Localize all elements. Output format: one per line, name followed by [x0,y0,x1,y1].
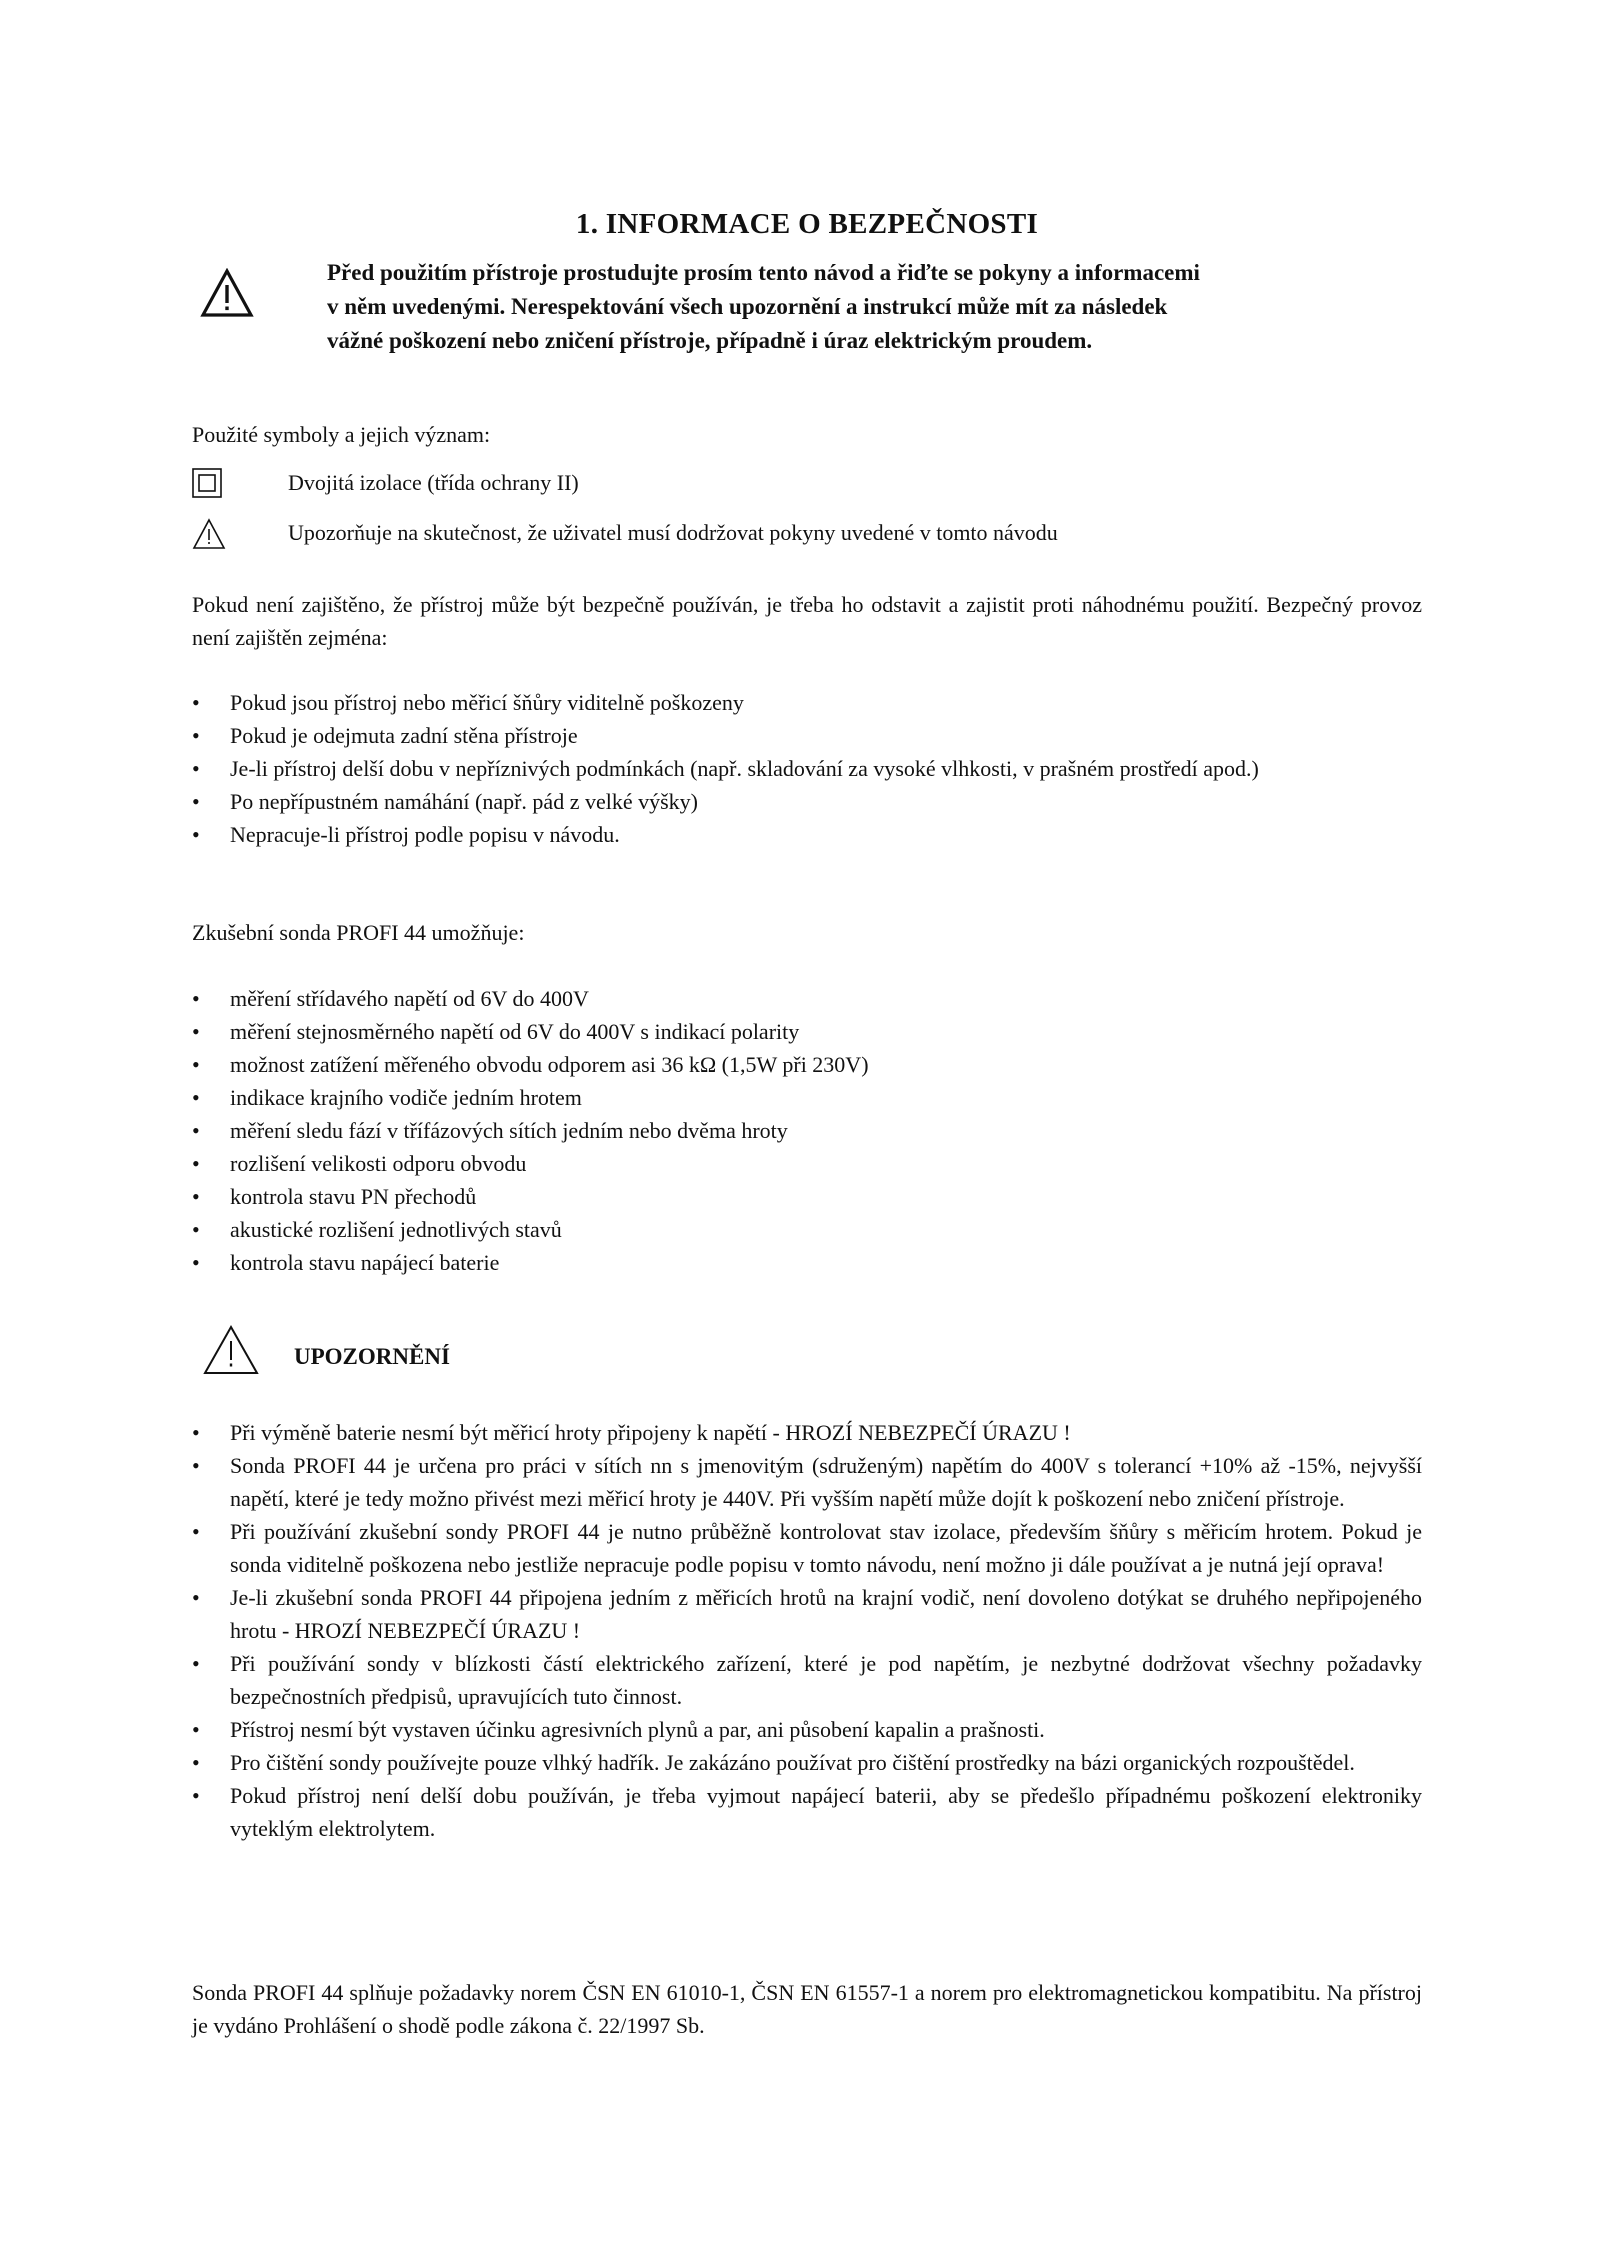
symbol-label: Dvojitá izolace (třída ochrany II) [288,470,579,495]
symbol-row-double-insulation [192,466,1422,506]
list-item: • Při používání zkušební sondy PROFI 44 je nutno průběžně kontrolovat stav izolace, především šňůry s měřicím hrotem. Pokud je sonda viditelně poškozena nebo jestliže nepracuje podle popisu v tomto návodu, není možno ji dále používat a je nutná její oprava! [192,1515,1422,1581]
list-item: • kontrola stavu PN přechodů [192,1180,1422,1213]
list-item: • měření stejnosměrného napětí od 6V do 400V s indikací polarity [192,1015,1422,1048]
warning-section-header [192,1324,1422,1384]
list-item: • měření sledu fází v třífázových sítích jedním nebo dvěma hroty [192,1114,1422,1147]
list-item: • Při výměně baterie nesmí být měřicí hroty připojeny k napětí - HROZÍ NEBEZPEČÍ ÚRAZU ! [192,1416,1422,1449]
safety-paragraph: Pokud není zajištěno, že přístroj může být bezpečně používán, je třeba ho odstavit a zajistit proti náhodnému použití. Bezpečný provoz není zajištěn zejména: [192,592,1422,650]
warning-triangle-icon [200,268,254,318]
symbol-label: Upozorňuje na skutečnost, že uživatel musí dodržovat pokyny uvedené v tomto návodu [288,520,1058,545]
intro-warning-text [327,256,1407,358]
warning-triangle-icon [202,1324,260,1376]
list-item: • akustické rozlišení jednotlivých stavů [192,1213,1422,1246]
double-square-icon [192,468,222,498]
intro-line: vážné poškození nebo zničení přístroje, případně i úraz elektrickým proudem. [327,328,1093,353]
intro-line: Před použitím přístroje prostudujte prosím tento návod a řiďte se pokyny a informacemi [327,260,1200,285]
list-item: • Sonda PROFI 44 je určena pro práci v sítích nn s jmenovitým (sdruženým) napětím do 400V s tolerancí +10% až -15%, nejvyšší napětí, které je tedy možno přivést mezi měřicí hroty je 440V. Při vyšším napětí může dojít k poškození nebo zničení přístroje. [192,1449,1422,1515]
list-item: • kontrola stavu napájecí baterie [192,1246,1422,1279]
warning-list [192,1416,1422,1845]
list-item: • rozlišení velikosti odporu obvodu [192,1147,1422,1180]
symbols-heading: Použité symboly a jejich význam: [192,422,491,447]
list-item: • Pro čištění sondy používejte pouze vlhký hadřík. Je zakázáno používat pro čištění prostředky na bázi organických rozpouštědel. [192,1746,1422,1779]
list-item: • měření střídavého napětí od 6V do 400V [192,982,1422,1015]
list-item: • Nepracuje-li přístroj podle popisu v návodu. [192,818,1422,851]
features-heading: Zkušební sonda PROFI 44 umožňuje: [192,920,525,945]
unsafe-conditions-list [192,686,1422,851]
list-item: • Pokud přístroj není delší dobu používán, je třeba vyjmout napájecí baterii, aby se předešlo případnému poškození elektroniky vyteklým elektrolytem. [192,1779,1422,1845]
list-item: • Je-li přístroj delší dobu v nepříznivých podmínkách (např. skladování za vysoké vlhkosti, v prašném prostředí apod.) [192,752,1422,785]
intro-line: v něm uvedenými. Nerespektování všech upozornění a instrukcí může mít za následek [327,294,1168,319]
list-item: • indikace krajního vodiče jedním hrotem [192,1081,1422,1114]
list-item: • Je-li zkušební sonda PROFI 44 připojena jedním z měřicích hrotů na krajní vodič, není dovoleno dotýkat se druhého nepřipojeného hrotu - HROZÍ NEBEZPEČÍ ÚRAZU ! [192,1581,1422,1647]
list-item: • možnost zatížení měřeného obvodu odporem asi 36 kΩ (1,5W při 230V) [192,1048,1422,1081]
features-list [192,982,1422,1279]
list-item: • Po nepřípustném namáhání (např. pád z velké výšky) [192,785,1422,818]
symbol-row-warning [192,516,1422,556]
closing-paragraph: Sonda PROFI 44 splňuje požadavky norem ČSN EN 61010-1, ČSN EN 61557-1 a norem pro elektromagnetickou kompatibitu. Na přístroj je vydáno Prohlášení o shodě podle zákona č. 22/1997 Sb. [192,1980,1422,2038]
list-item: • Při používání sondy v blízkosti částí elektrického zařízení, které je pod napětím, je nezbytné dodržovat všechny požadavky bezpečnostních předpisů, upravujících tuto činnost. [192,1647,1422,1713]
list-item: • Přístroj nesmí být vystaven účinku agresivních plynů a par, ani působení kapalin a prašnosti. [192,1713,1422,1746]
warning-heading: UPOZORNĚNÍ [294,1344,450,1369]
list-item: • Pokud je odejmuta zadní stěna přístroje [192,719,1422,752]
list-item: • Pokud jsou přístroj nebo měřicí šňůry viditelně poškozeny [192,686,1422,719]
page-title: 1. INFORMACE O BEZPEČNOSTI [575,208,1039,240]
warning-triangle-icon [192,518,226,550]
